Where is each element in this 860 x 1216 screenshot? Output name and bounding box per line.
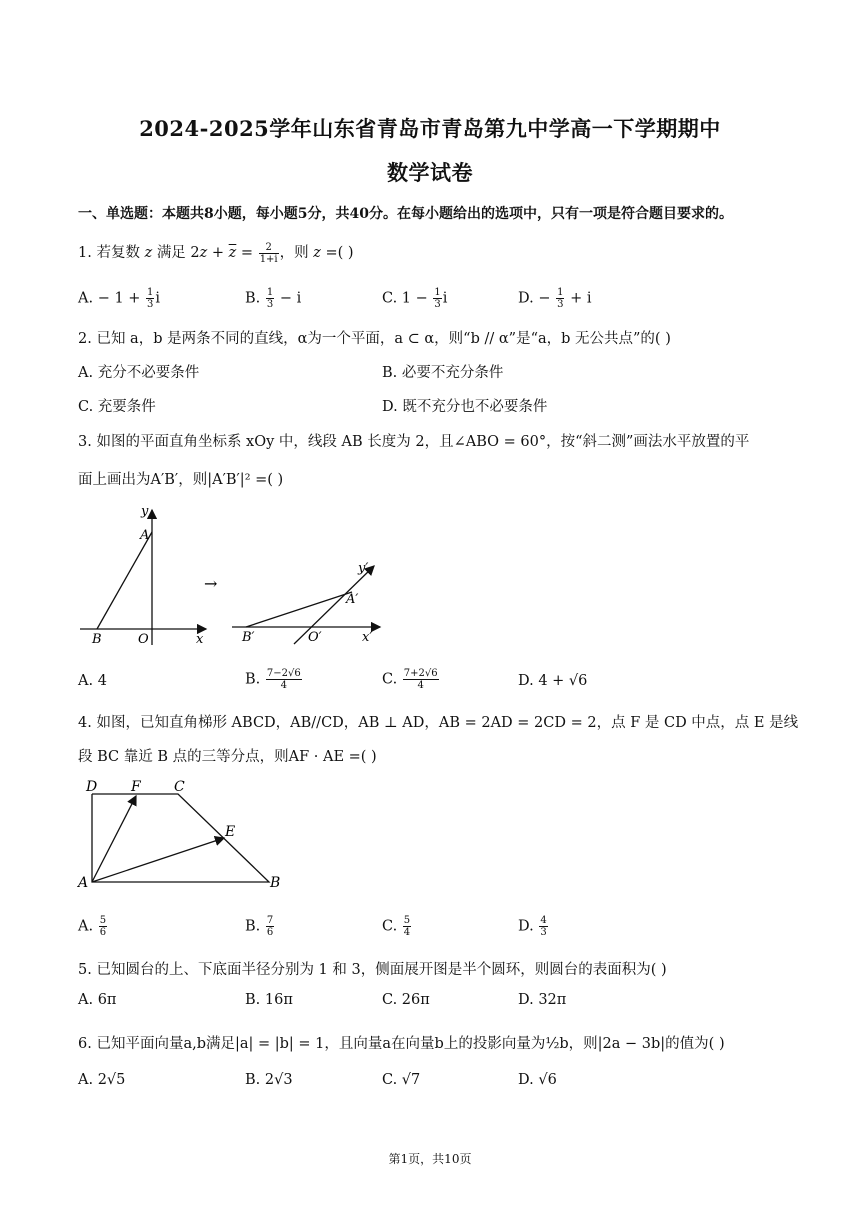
q4-stem-line1: 4. 如图，已知直角梯形 ABCD，AB//CD，AB ⊥ AD，AB = 2AD = 2CD = 2，点 F 是 CD 中点，点 E 是线 — [78, 715, 799, 731]
page-footer: 第1页，共10页 — [388, 1152, 472, 1166]
q6-option-b[interactable]: B. 2√3 — [245, 1072, 293, 1088]
q4-label-b: B — [270, 875, 281, 891]
q4-label-d: D — [86, 779, 98, 795]
q5-option-c[interactable]: C. 26π — [382, 992, 430, 1008]
q3-label-y: y — [141, 504, 149, 519]
q5-stem: 5. 已知圆台的上、下底面半径分别为 1 和 3，侧面展开图是半个圆环，则圆台的表面积为( ) — [78, 962, 667, 978]
q4-option-d[interactable]: D. $\frac{4}{3}$ — [518, 915, 547, 938]
q3-label-x: x — [196, 632, 204, 647]
q6-stem: 6. 已知平面向量a,b满足|a| = |b| = 1，且向量a在向量b上的投影向量为½b，则|2a − 3b|的值为( ) — [78, 1036, 725, 1052]
q4-option-b[interactable]: B. $\frac{7}{6}$ — [245, 915, 274, 938]
q3-option-d[interactable]: D. 4 + √6 — [518, 673, 588, 689]
q3-label-o: O — [138, 632, 149, 647]
q3-option-b[interactable]: B. $\frac{7-2√6}{4}$ — [245, 668, 301, 691]
q3-label-b: B — [92, 632, 102, 647]
q3-label-x-prime: x′ — [362, 630, 373, 645]
q6-option-c[interactable]: C. √7 — [382, 1072, 421, 1088]
q4-figure — [74, 775, 294, 895]
q3-option-c[interactable]: C. $\frac{7+2√6}{4}$ — [382, 668, 438, 691]
q3-transform-arrow: → — [204, 574, 218, 593]
q5-option-d[interactable]: D. 32π — [518, 992, 567, 1008]
q4-label-c: C — [174, 779, 185, 795]
q6-option-d[interactable]: D. √6 — [518, 1072, 557, 1088]
q1-stem: 1. 若复数 z 满足 $2z + \overline{z}$ = $\frac{2}{1+i}$ ，则 z =( ) — [78, 241, 354, 265]
q3-stem-line1: 3. 如图的平面直角坐标系 xOy 中，线段 AB 长度为 2，且∠ABO = 60°，按“斜二测”画法水平放置的平 — [78, 434, 750, 450]
q2-option-d[interactable]: D. 既不充分也不必要条件 — [382, 399, 548, 415]
q2-option-a[interactable]: A. 充分不必要条件 — [78, 365, 200, 381]
q4-stem-line2: 段 BC 靠近 B 点的三等分点，则AF · AE =( ) — [78, 749, 377, 765]
q4-label-f: F — [131, 779, 141, 795]
section-heading: 一、单选题：本题共8小题，每小题5分，共40分。在每小题给出的选项中，只有一项是符合题目要求的。 — [78, 206, 733, 222]
q1-option-b[interactable]: B. $\frac{1}{3}$ − i — [245, 287, 302, 310]
exam-title: 2024-2025学年山东省青岛市青岛第九中学高一下学期期中 — [139, 116, 721, 141]
q1-option-d[interactable]: D. − $\frac{1}{3}$ + i — [518, 287, 592, 310]
q4-option-c[interactable]: C. $\frac{5}{4}$ — [382, 915, 411, 938]
exam-subtitle: 数学试卷 — [387, 160, 473, 185]
q6-option-a[interactable]: A. 2√5 — [78, 1072, 126, 1088]
q3-label-o-prime: O′ — [308, 630, 322, 645]
q3-label-a-prime: A′ — [346, 592, 359, 607]
q2-option-c[interactable]: C. 充要条件 — [78, 399, 156, 415]
q2-option-b[interactable]: B. 必要不充分条件 — [382, 365, 504, 381]
q2-stem: 2. 已知 a，b 是两条不同的直线，α为一个平面，a ⊂ α，则“b // α”是“a，b 无公共点”的( ) — [78, 331, 671, 347]
q3-stem-line2: 面上画出为A′B′，则|A′B′|² =( ) — [78, 472, 284, 488]
q3-option-a[interactable]: A. 4 — [78, 673, 107, 689]
q5-option-a[interactable]: A. 6π — [78, 992, 117, 1008]
q3-label-a: A — [140, 528, 150, 543]
q4-label-e: E — [225, 824, 236, 840]
q3-figure — [70, 500, 400, 655]
q5-option-b[interactable]: B. 16π — [245, 992, 293, 1008]
q3-label-y-prime: y′ — [358, 561, 369, 576]
q4-label-a: A — [78, 875, 89, 891]
q3-label-b-prime: B′ — [242, 630, 255, 645]
q4-option-a[interactable]: A. $\frac{5}{6}$ — [78, 915, 107, 938]
q1-option-c[interactable]: C. 1 − $\frac{1}{3}$ i — [382, 287, 448, 310]
q1-option-a[interactable]: A. − 1 + $\frac{1}{3}$ i — [78, 287, 161, 310]
